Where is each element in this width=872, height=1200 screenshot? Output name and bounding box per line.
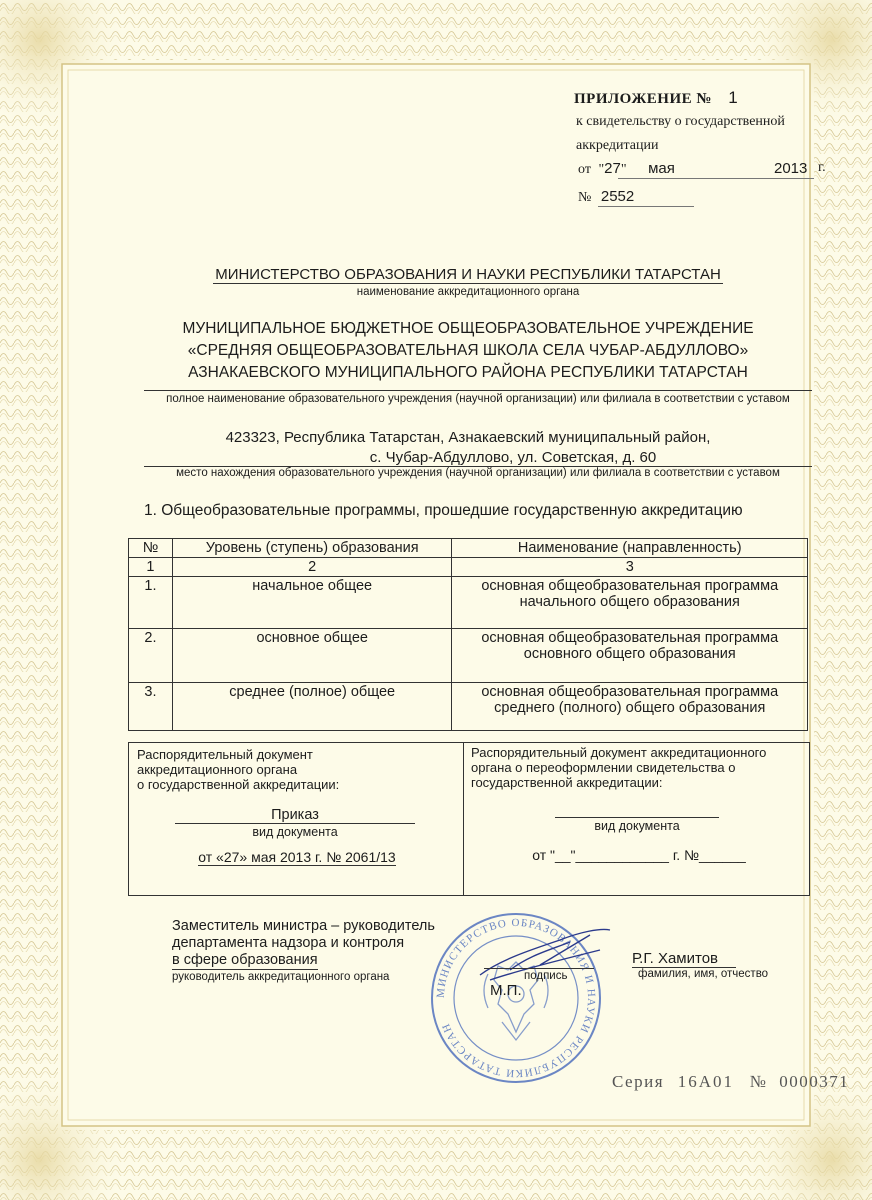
doc-left-line2: аккредитационного органа [137, 762, 298, 777]
header-name: Наименование (направленность) [452, 539, 808, 558]
date-day: 27 [604, 160, 621, 177]
institution-line1: МУНИЦИПАЛЬНОЕ БЮДЖЕТНОЕ ОБЩЕОБРАЗОВАТЕЛЬНОЕ УЧРЕЖДЕНИЕ [182, 320, 754, 337]
institution-line3: АЗНАКАЕВСКОГО МУНИЦИПАЛЬНОГО РАЙОНА РЕСПУБЛИКИ ТАТАРСТАН [188, 364, 748, 381]
doc-right-line1: Распорядительный документ аккредитационного [471, 745, 767, 760]
doc-right-date: от "__"____________ г. №______ [532, 847, 746, 863]
doc-left-line1: Распорядительный документ [137, 747, 313, 762]
row-program-line1: основная общеобразовательная программа [481, 684, 779, 700]
header-num: № [129, 539, 173, 558]
date-month: мая [648, 160, 675, 177]
doc-left-date-wrap [149, 849, 445, 865]
index-2: 2 [172, 558, 452, 577]
doc-left-date: от «27» мая 2013 г. № 2061/13 [198, 849, 396, 865]
doc-left-type: Приказ [175, 807, 415, 824]
date-prefix: от [578, 162, 591, 177]
programs-table [128, 538, 808, 731]
row-num: 1. [129, 577, 173, 629]
header-level: Уровень (ступень) образования [172, 539, 452, 558]
position-line2: департамента надзора и контроля [172, 935, 405, 951]
row-program-line2: среднего (полного) общего образования [494, 700, 766, 716]
seal-text: МИНИСТЕРСТВО ОБРАЗОВАНИЯ И НАУКИ РЕСПУБЛИКИ ТАТАРСТАН [434, 916, 598, 1080]
form-number: 0000371 [779, 1072, 850, 1091]
doc-right-type-line [555, 817, 719, 818]
series-number [612, 1072, 849, 1092]
reg-number: 2552 [600, 188, 635, 205]
organ-caption: наименование аккредитационного органа [356, 286, 580, 298]
date-quote-close: " [620, 162, 627, 177]
signatory-name-wrap [632, 950, 736, 967]
address-caption: место нахождения образовательного учреждения (научной организации) или филиала в соответствии с уставом [176, 467, 780, 479]
row-program-line2: основного общего образования [523, 646, 736, 662]
date-quote-open: " [598, 162, 605, 177]
institution-caption: полное наименование образовательного учреждения (научной организации) или филиала в соответствии с уставом [166, 393, 790, 405]
date-year: 2013 [774, 160, 808, 177]
row-program [452, 577, 808, 629]
doc-left-line3: о государственной аккредитации: [137, 777, 340, 792]
organ-name: МИНИСТЕРСТВО ОБРАЗОВАНИЯ И НАУКИ РЕСПУБЛИКИ ТАТАРСТАН [215, 266, 721, 283]
organ-block [128, 266, 808, 298]
signatory-position [172, 918, 435, 985]
appendix-date-line [578, 160, 828, 182]
series-value: 16А01 [677, 1072, 735, 1091]
row-level: начальное общее [172, 577, 452, 629]
doc-left-type-caption: вид документа [252, 825, 338, 839]
number-label: № [749, 1072, 768, 1091]
row-program-line1: основная общеобразовательная программа [481, 578, 779, 594]
table-index-row [129, 558, 808, 577]
doc-right-line3: государственной аккредитации: [471, 775, 663, 790]
doc-left-heading [137, 747, 457, 792]
address-block [128, 428, 808, 468]
table-header-row [129, 539, 808, 558]
signature-line [484, 968, 594, 969]
appendix-number: 1 [728, 88, 739, 107]
row-program [452, 683, 808, 731]
date-suffix: г. [818, 160, 826, 175]
institution-block [128, 318, 808, 384]
table-row [129, 629, 808, 683]
row-program-line2: начального общего образования [519, 594, 740, 610]
appendix-to-line2: аккредитации [576, 138, 659, 153]
address-line1: 423323, Республика Татарстан, Азнакаевский муниципальный район, [225, 429, 711, 446]
row-num: 3. [129, 683, 173, 731]
appendix-title [574, 88, 738, 108]
appendix-to-line: к свидетельству о государственной [576, 114, 785, 129]
reg-prefix: № [578, 190, 592, 205]
signature-caption: подпись [524, 970, 568, 982]
position-caption: руководитель аккредитационного органа [172, 971, 390, 983]
signatory-name: Р.Г. Хамитов [632, 950, 736, 968]
address-line2: с. Чубар-Абдуллово, ул. Советская, д. 60 [369, 449, 657, 466]
section-title: 1. Общеобразовательные программы, прошедшие государственную аккредитацию [144, 502, 743, 519]
name-caption: фамилия, имя, отчество [638, 968, 769, 980]
position-line1: Заместитель министра – руководитель [172, 918, 435, 934]
row-program-line1: основная общеобразовательная программа [481, 630, 779, 646]
series-label: Серия [612, 1072, 665, 1091]
table-row [129, 577, 808, 629]
institution-rule [144, 390, 812, 391]
row-program [452, 629, 808, 683]
table-row [129, 683, 808, 731]
documents-box [128, 742, 810, 896]
appendix-title-text: ПРИЛОЖЕНИЕ № [574, 91, 712, 107]
index-1: 1 [129, 558, 173, 577]
index-3: 3 [452, 558, 808, 577]
institution-line2: «СРЕДНЯЯ ОБЩЕОБРАЗОВАТЕЛЬНАЯ ШКОЛА СЕЛА ЧУБАР-АБДУЛЛОВО» [187, 342, 749, 359]
doc-right-type-caption: вид документа [594, 819, 680, 833]
row-level: основное общее [172, 629, 452, 683]
row-level: среднее (полное) общее [172, 683, 452, 731]
appendix-reg-line [578, 188, 708, 206]
doc-right-line2: органа о переоформлении свидетельства о [471, 760, 736, 775]
position-line3: в сфере образования [172, 952, 318, 968]
seal-place-label: М.П. [490, 982, 522, 999]
row-num: 2. [129, 629, 173, 683]
doc-right-heading [471, 745, 807, 790]
